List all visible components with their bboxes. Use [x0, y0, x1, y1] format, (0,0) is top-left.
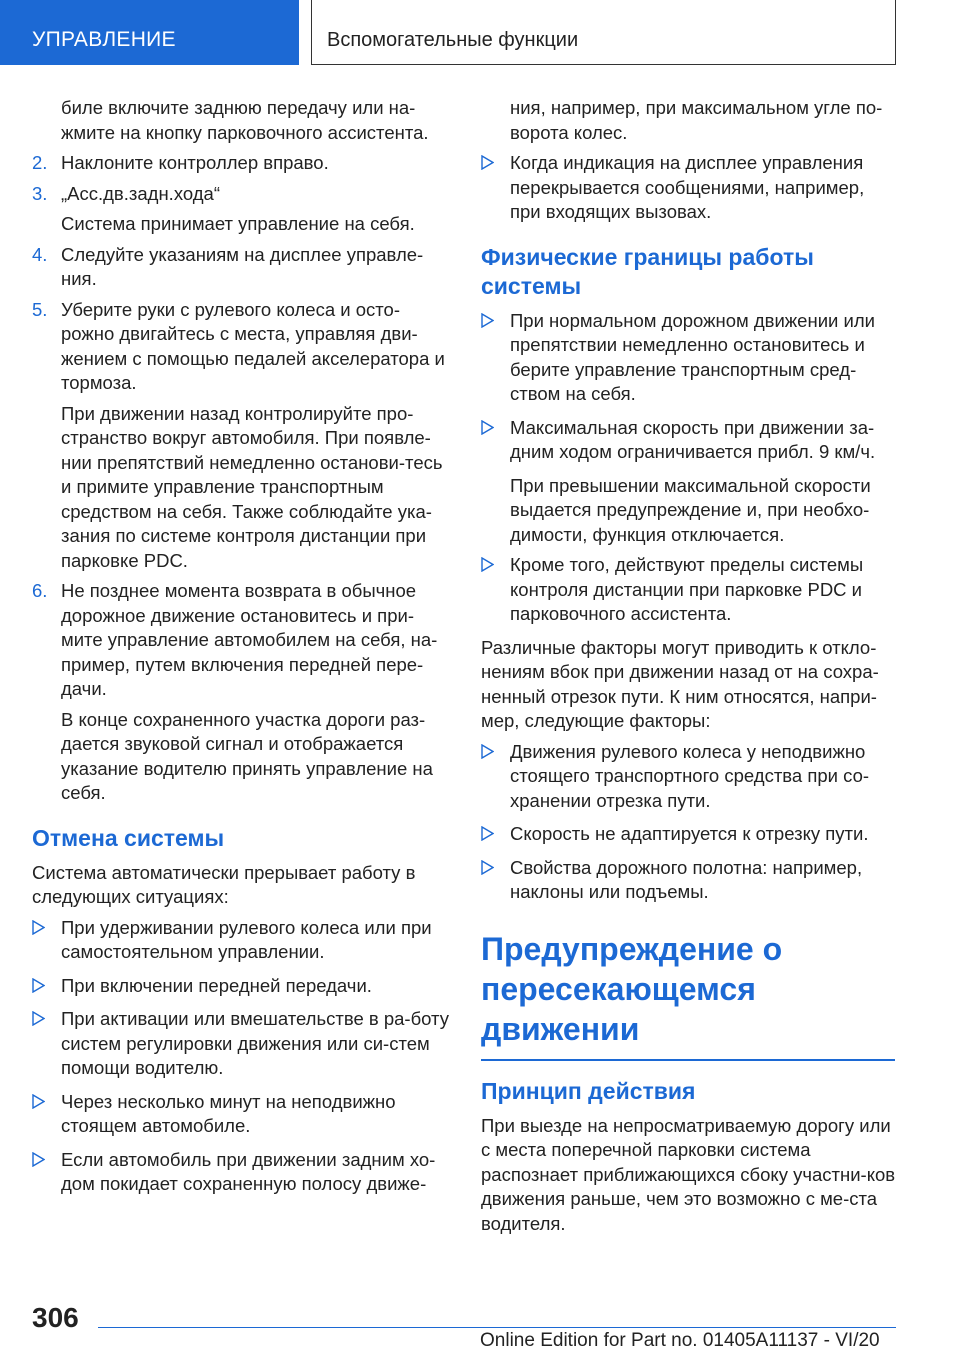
step-continuation: В конце сохраненного участка дороги раз-дается звуковой сигнал и отображается указание водителю принять управление на себя. — [61, 708, 433, 803]
list-item — [481, 151, 899, 225]
list-item — [32, 916, 450, 965]
chapter-title: Вспомогательные функции — [327, 29, 579, 51]
triangle-bullet-icon — [481, 155, 494, 170]
step-text: Уберите руки с рулевого колеса и осто-рожно двигайтесь с места, управляя дви-жением с помощью педалей акселератора и тормоза. — [61, 298, 445, 393]
step-number: 3. — [32, 182, 48, 204]
step-number: 5. — [32, 298, 48, 320]
step-number: 4. — [32, 243, 48, 265]
bullet-text: При нормальном дорожном движении или препятствии немедленно остановитесь и берите управление транспортным сред-ством на себя. — [510, 309, 875, 404]
warning-heading: Предупреждение о пересекающемся движении — [481, 930, 783, 1047]
list-item — [481, 740, 899, 814]
page-number: 306 — [32, 1302, 79, 1333]
edition-note: Online Edition for Part no. 01405A11137 - VI/20 — [480, 1330, 880, 1351]
list-item — [481, 309, 899, 407]
right-column — [481, 96, 899, 1242]
step-continuation: Система принимает управление на себя. — [61, 213, 415, 234]
list-item — [32, 1148, 450, 1197]
step-text: Следуйте указаниям на дисплее управле-ния. — [61, 243, 424, 289]
bullet-text: При включении передней передачи. — [61, 974, 372, 996]
bullet-text: Скорость не адаптируется к отрезку пути. — [510, 823, 869, 844]
list-item — [481, 856, 899, 905]
bullet-text: При активации или вмешательстве в ра-боту систем регулировки движения или си-стем помощи водителю. — [61, 1008, 449, 1078]
step-text: Не позднее момента возврата в обычное дорожное движение остановитесь и при-мите управление автомобилем на себя, на-пример, путем включения передней пере-дачи. — [61, 580, 438, 699]
section-tab — [0, 0, 299, 65]
bullet-text: Максимальная скорость при движении за-дним ходом ограничивается прибл. 9 км/ч. — [510, 416, 876, 462]
cancel-heading: Отмена системы — [32, 824, 225, 851]
bullet-text: Когда индикация на дисплее управления перекрывается сообщениями, например, при входящих вызовах. — [510, 152, 865, 222]
intro-paragraph: биле включите заднюю передачу или на-жмите на кнопку парковочного ассистента. — [61, 97, 429, 143]
principle-heading: Принцип действия — [481, 1077, 696, 1104]
step-5 — [32, 298, 450, 396]
bullet-continuation: При превышении максимальной скорости выдается предупреждение и, при необхо-димости, функция отключается. — [510, 474, 871, 545]
list-item — [481, 553, 899, 627]
left-column — [32, 96, 450, 1206]
step-3 — [32, 182, 450, 207]
step-number: 2. — [32, 152, 48, 173]
step-2 — [32, 151, 450, 176]
step-text: „Асс.дв.задн.хода“ — [61, 182, 220, 204]
heading-divider — [481, 1059, 895, 1061]
limits-heading: Физические границы работы системы — [481, 243, 814, 299]
cancel-intro: Система автоматически прерывает работу в следующих ситуациях: — [32, 861, 416, 907]
bullet-text: Кроме того, действуют пределы системы контроля дистанции при парковке PDC и парковочного ассистента. — [510, 554, 864, 624]
list-item — [481, 416, 899, 465]
continued-text: ния, например, при максимальном угле по-ворота колес. — [510, 97, 883, 143]
step-4 — [32, 243, 450, 292]
triangle-bullet-icon — [481, 826, 494, 841]
bullet-text: Свойства дорожного полотна: например, наклоны или подъемы. — [510, 856, 863, 902]
triangle-bullet-icon — [32, 1152, 45, 1167]
footer-divider — [98, 1327, 896, 1328]
bullet-text: Движения рулевого колеса у неподвижно стоящего транспортного средства при со-хранении отрезка пути. — [510, 740, 870, 811]
section-title: УПРАВЛЕНИЕ — [32, 28, 176, 51]
step-text: Наклоните контроллер вправо. — [61, 152, 329, 173]
step-6 — [32, 579, 450, 702]
triangle-bullet-icon — [32, 920, 45, 935]
bullet-text: При удерживании рулевого колеса или при самостоятельном управлении. — [61, 916, 432, 962]
triangle-bullet-icon — [481, 744, 494, 759]
triangle-bullet-icon — [481, 557, 494, 572]
list-item — [32, 1090, 450, 1139]
list-item — [32, 1007, 450, 1081]
step-continuation: При движении назад контролируйте про-странство вокруг автомобиля. При появле-нии препятствий немедленно останови-тесь и примите управление транспортным средством на себя. Также соблюдайте ука-зания по системе контроля дистанции при парковке PDC. — [61, 402, 443, 571]
list-item — [481, 822, 899, 847]
triangle-bullet-icon — [481, 420, 494, 435]
principle-text: При выезде на непросматриваемую дорогу или с места поперечной парковки система распознает приближающихся сбоку участни-ков движения раньше, чем это возможно с ме-ста водителя. — [481, 1114, 896, 1234]
triangle-bullet-icon — [32, 1011, 45, 1026]
chapter-box — [311, 0, 896, 65]
list-item — [32, 974, 450, 999]
triangle-bullet-icon — [32, 978, 45, 993]
triangle-bullet-icon — [481, 860, 494, 875]
triangle-bullet-icon — [32, 1094, 45, 1109]
bullet-text: Через несколько минут на неподвижно стоящем автомобиле. — [61, 1090, 396, 1136]
triangle-bullet-icon — [481, 313, 494, 328]
bullet-text: Если автомобиль при движении задним хо-дом покидает сохраненную полосу движе- — [61, 1148, 436, 1194]
step-number: 6. — [32, 580, 48, 601]
factors-intro: Различные факторы могут приводить к откло-нениям вбок при движении назад от на сохра-ненный отрезок пути. К ним относятся, напри-мер, следующие факторы: — [481, 636, 879, 731]
